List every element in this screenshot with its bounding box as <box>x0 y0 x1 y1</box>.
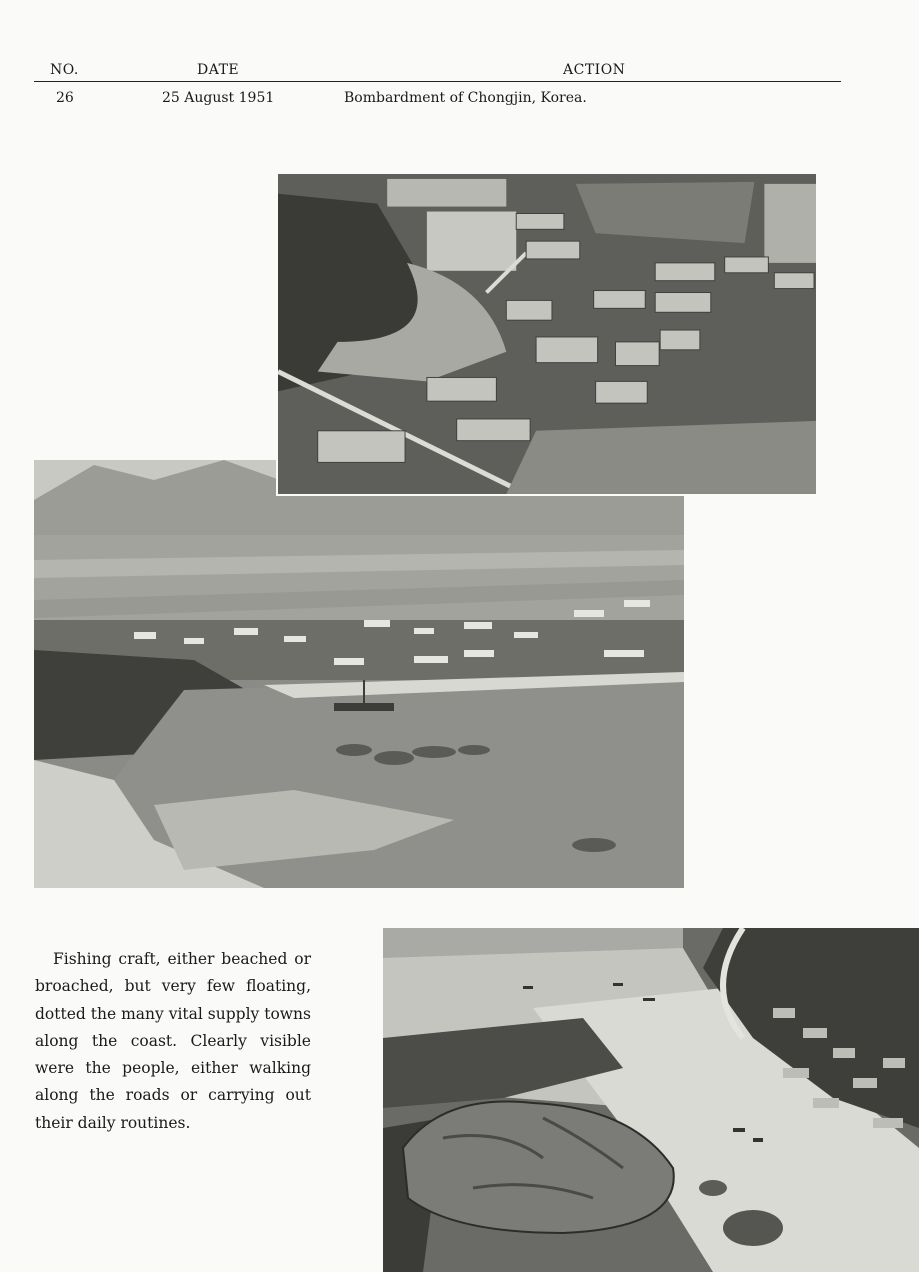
header-date: DATE <box>197 62 240 78</box>
photo-caption: Fishing craft, either beached or broached, but very few floating, dotted the many vital supply towns along the coast. Clearly visible were the people, either walking along the roads or carrying out their daily routines. <box>35 950 311 1132</box>
photo-coastal-town <box>34 460 684 888</box>
entry-action: Bombardment of Chongjin, Korea. <box>344 90 587 106</box>
header-no: NO. <box>50 62 79 78</box>
header-rule <box>34 81 841 82</box>
photo-village-aerial <box>276 172 818 496</box>
entry-date: 25 August 1951 <box>162 90 275 106</box>
photo-rocky-beach <box>383 928 919 1272</box>
header-action: ACTION <box>563 62 626 78</box>
entry-number: 26 <box>56 90 74 106</box>
